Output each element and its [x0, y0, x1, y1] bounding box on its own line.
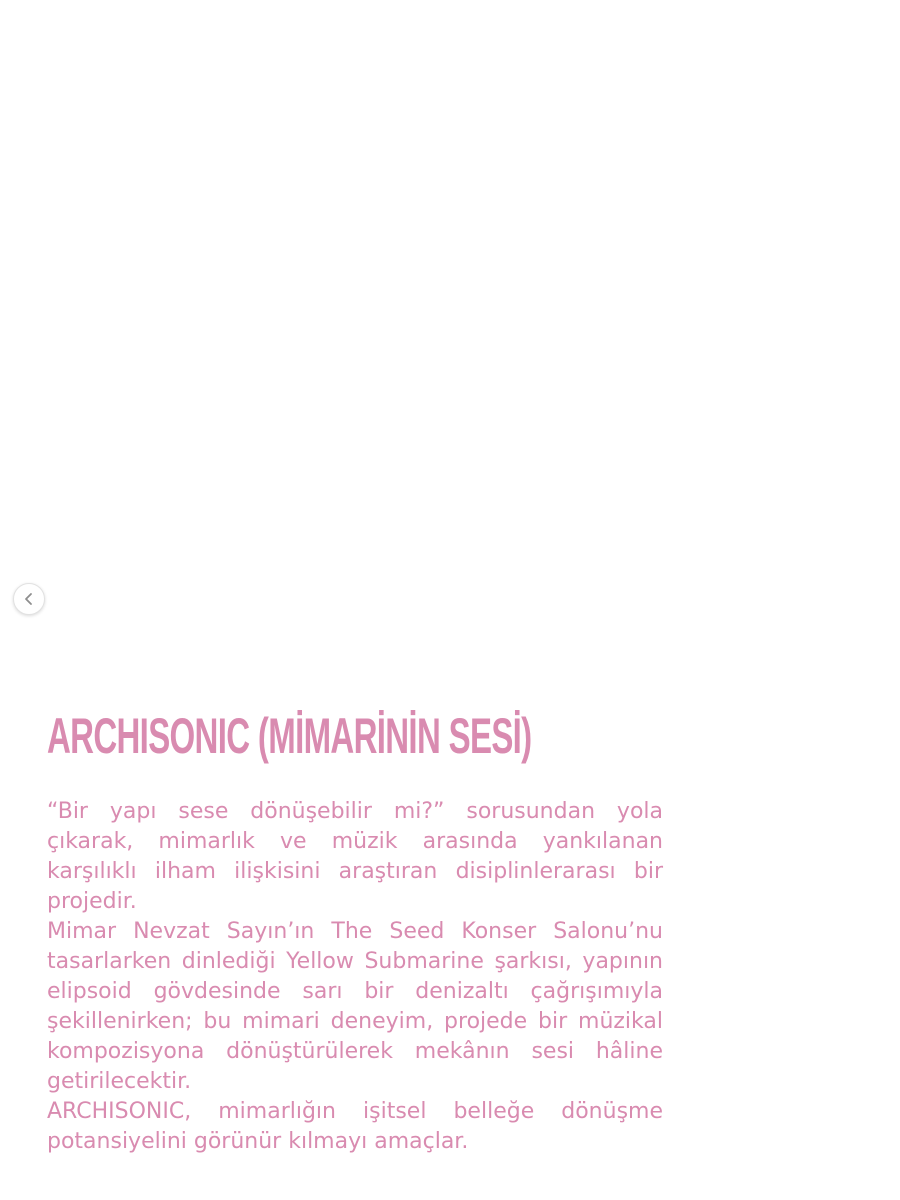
- paragraph-detail: Mimar Nevzat Sayın’ın The Seed Konser Salonu’nu tasarlarken dinlediği Yellow Submarine şarkısı, yapının elipsoid gövdesinde sarı bir denizaltı çağrışımıyla şekillenirken; bu mimari deneyim, projede bir müzikal kompozisyona dönüştürülerek mekânın sesi hâline getirilecektir.: [47, 919, 663, 1094]
- article-body: [47, 797, 663, 1157]
- paragraph-intro: “Bir yapı sese dönüşebilir mi?” sorusundan yola çıkarak, mimarlık ve müzik arasında yankılanan karşılıklı ilham ilişkisini araştıran disiplinlerarası bir projedir.: [47, 799, 663, 914]
- previous-slide-button[interactable]: [13, 583, 45, 615]
- chevron-left-icon: [22, 592, 36, 606]
- paragraph-purpose: ARCHISONIC, mimarlığın işitsel belleğe dönüşme potansiyelini görünür kılmayı amaçlar.: [47, 1099, 663, 1154]
- article-content: [47, 706, 663, 1157]
- page-title: ARCHISONIC (MİMARİNİN SESİ): [47, 708, 532, 764]
